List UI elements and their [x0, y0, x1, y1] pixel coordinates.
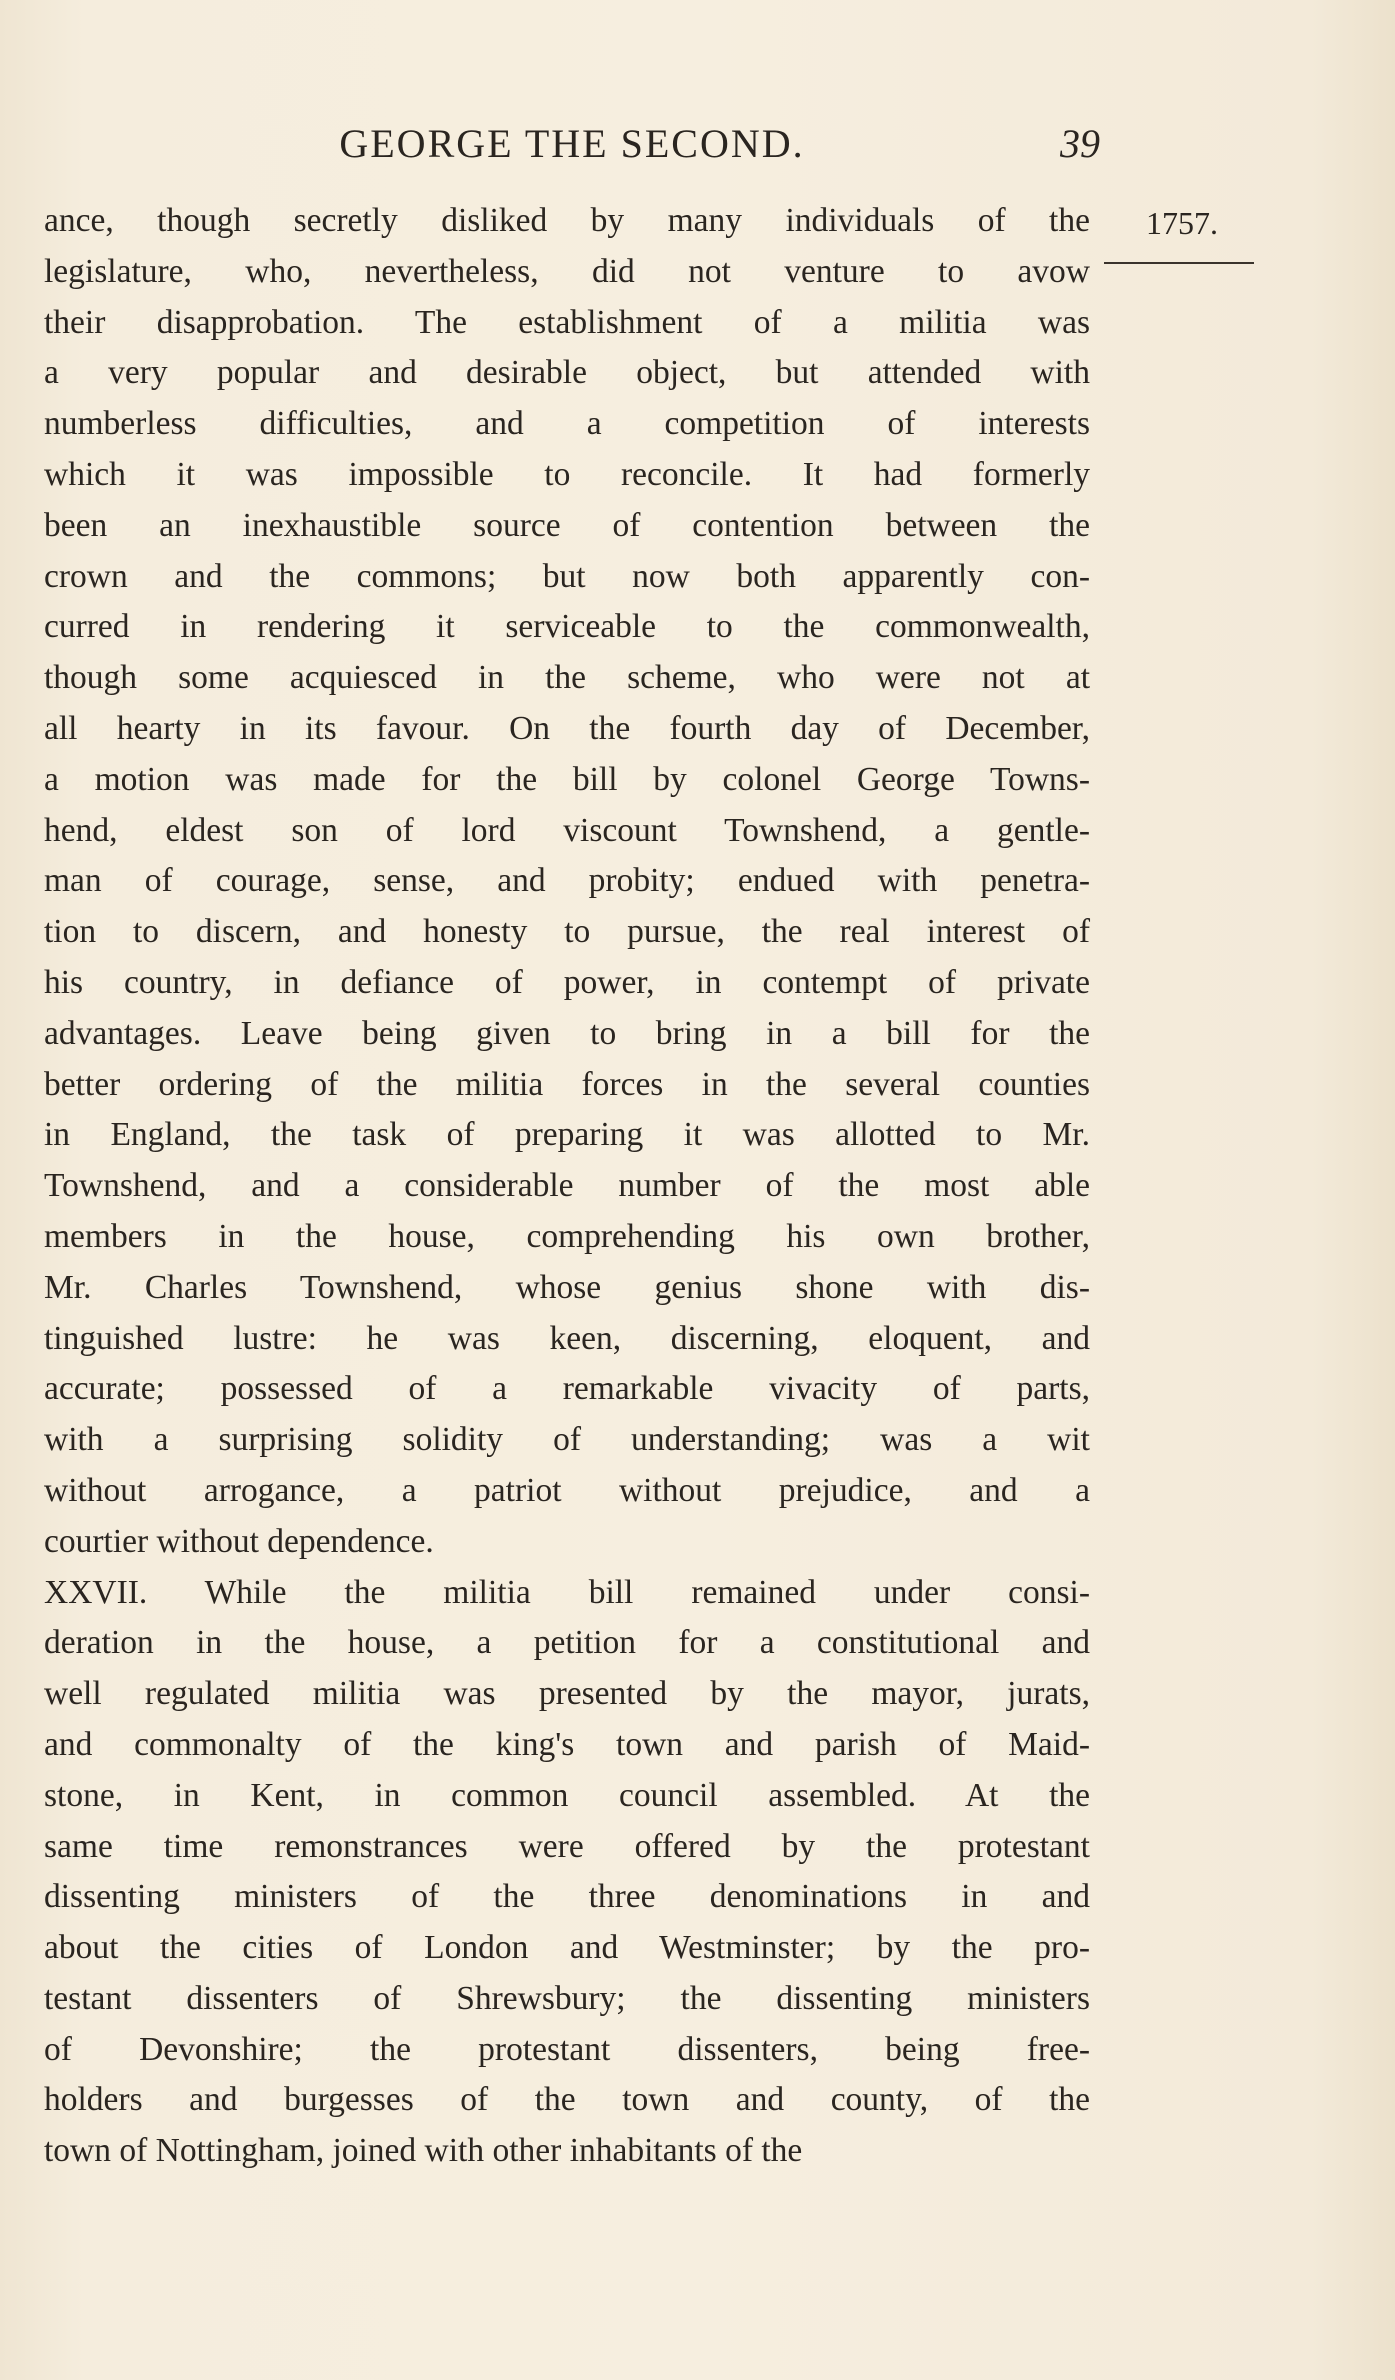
text-line: deration in the house, a petition for a constitutional and: [44, 1624, 1090, 1662]
text-line: advantages. Leave being given to bring in a bill for the: [44, 1014, 1090, 1052]
page-number: 39: [1060, 121, 1100, 166]
text-line: a very popular and desirable object, but attended with: [44, 354, 1090, 392]
text-line: courtier without dependence.: [44, 1522, 434, 1560]
text-line: dissenting ministers of the three denominations in and: [44, 1878, 1090, 1916]
text-line: which it was impossible to reconcile. It had formerly: [44, 455, 1090, 493]
text-line: all hearty in its favour. On the fourth day of December,: [44, 709, 1090, 747]
text-line: crown and the commons; but now both apparently con-: [44, 557, 1090, 595]
running-head: [44, 118, 1100, 170]
text-line: legislature, who, nevertheless, did not venture to avow: [44, 252, 1090, 290]
text-line: of Devonshire; the protestant dissenters, being free-: [44, 2030, 1090, 2068]
text-line: well regulated militia was presented by the mayor, jurats,: [44, 1675, 1090, 1713]
text-line: and commonalty of the king's town and parish of Maid-: [44, 1725, 1090, 1763]
text-line: holders and burgesses of the town and county, of the: [44, 2081, 1090, 2119]
text-line: testant dissenters of Shrewsbury; the dissenting ministers: [44, 1979, 1090, 2017]
text-line: man of courage, sense, and probity; endued with penetra-: [44, 862, 1090, 900]
body-text: [44, 196, 1090, 2177]
text-line: tion to discern, and honesty to pursue, the real interest of: [44, 913, 1090, 951]
text-line: been an inexhaustible source of contention between the: [44, 506, 1090, 544]
text-line: town of Nottingham, joined with other inhabitants of the: [44, 2132, 803, 2170]
text-line: hend, eldest son of lord viscount Townshend, a gentle-: [44, 811, 1090, 849]
text-line: ance, though secretly disliked by many individuals of the: [44, 202, 1090, 239]
text-line: without arrogance, a patriot without prejudice, and a: [44, 1471, 1090, 1509]
text-line: curred in rendering it serviceable to the commonwealth,: [44, 608, 1090, 646]
text-line: with a surprising solidity of understanding; was a wit: [44, 1421, 1090, 1459]
text-line: about the cities of London and Westminster; by the pro-: [44, 1929, 1090, 1967]
text-line: XXVII. While the militia bill remained under consi-: [44, 1573, 1090, 1611]
text-line: tinguished lustre: he was keen, discerning, eloquent, and: [44, 1319, 1090, 1357]
text-line: his country, in defiance of power, in contempt of private: [44, 963, 1090, 1001]
margin-year-note: 1757.: [1146, 205, 1218, 241]
running-title: GEORGE THE SECOND.: [339, 121, 805, 166]
text-line: their disapprobation. The establishment of a militia was: [44, 303, 1090, 341]
text-line: Townshend, and a considerable number of the most able: [44, 1167, 1090, 1205]
text-line: same time remonstrances were offered by the protestant: [44, 1827, 1090, 1865]
text-line: Mr. Charles Townshend, whose genius shone with dis-: [44, 1268, 1090, 1306]
text-line: a motion was made for the bill by colonel George Towns-: [44, 760, 1090, 798]
text-line: in England, the task of preparing it was allotted to Mr.: [44, 1116, 1090, 1154]
text-line: better ordering of the militia forces in the several counties: [44, 1065, 1090, 1103]
margin-rule: [1104, 262, 1254, 264]
text-line: though some acquiesced in the scheme, who were not at: [44, 659, 1090, 697]
text-line: members in the house, comprehending his own brother,: [44, 1217, 1090, 1255]
text-line: stone, in Kent, in common council assembled. At the: [44, 1776, 1090, 1814]
text-line: numberless difficulties, and a competition of interests: [44, 405, 1090, 443]
text-line: accurate; possessed of a remarkable vivacity of parts,: [44, 1370, 1090, 1408]
